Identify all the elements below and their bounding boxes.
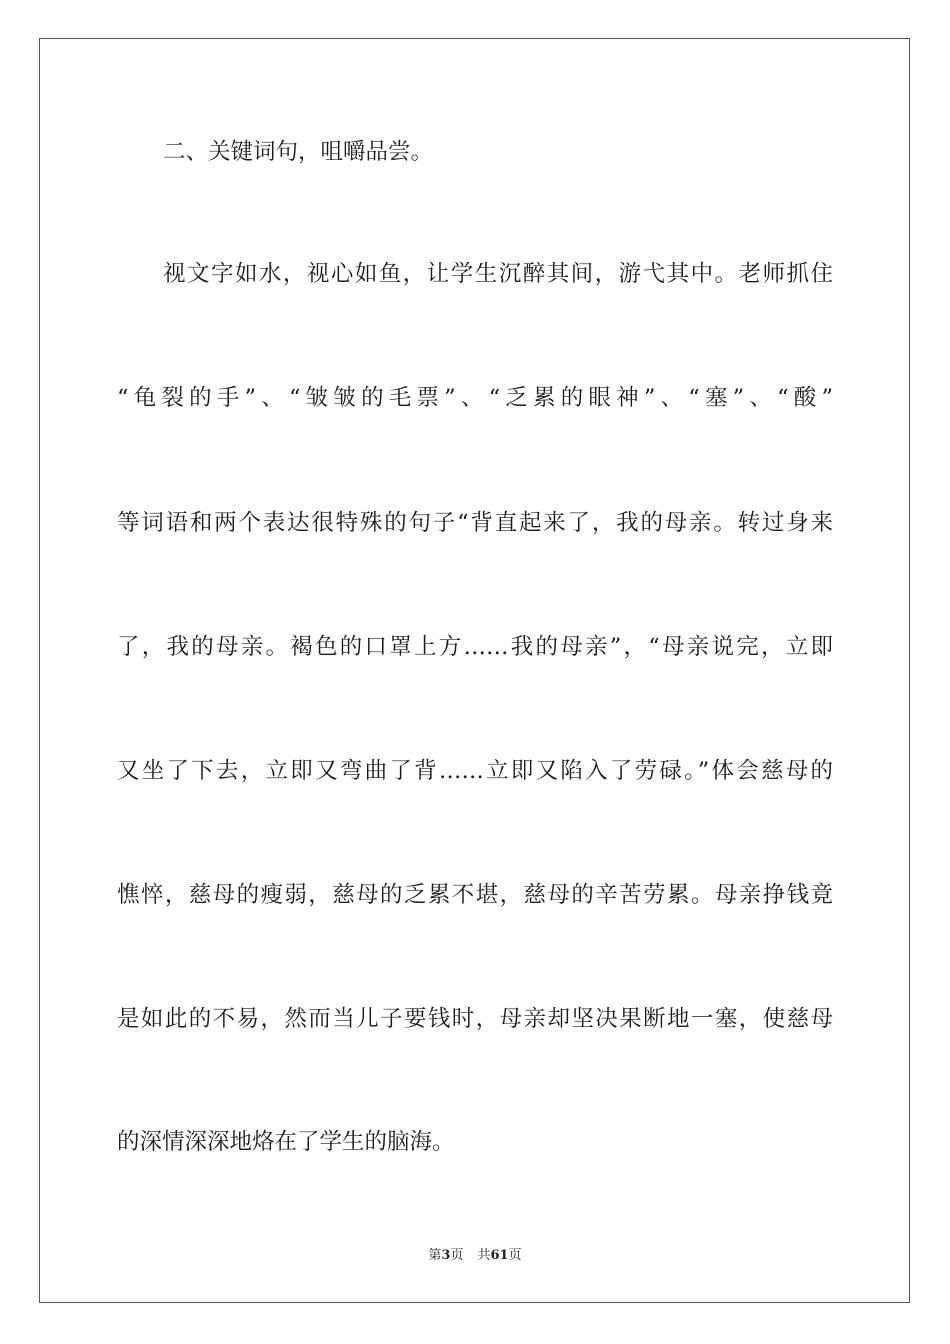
page-footer — [0, 1246, 950, 1266]
page-border — [39, 38, 910, 1303]
current-page-number: 3 — [441, 1248, 451, 1263]
paragraph-line: 憔悴，慈母的瘦弱，慈母的乏累不堪，慈母的辛苦劳累。母亲挣钱竟 — [117, 882, 833, 908]
page-suffix: 页 — [450, 1248, 464, 1263]
paragraph-line: “龟裂的手”、“皱皱的毛票”、“乏累的眼神”、“塞”、“酸” — [117, 385, 833, 411]
total-suffix: 页 — [508, 1248, 522, 1263]
paragraph-line: 了，我的母亲。褐色的口罩上方……我的母亲”，“母亲说完，立即 — [117, 634, 833, 660]
total-page-count: 61 — [490, 1248, 509, 1263]
paragraph-line: 的深情深深地烙在了学生的脑海。 — [117, 1129, 455, 1155]
paragraph-line: 视文字如水，视心如鱼，让学生沉醉其间，游弋其中。老师抓住 — [163, 261, 833, 287]
section-heading: 二、关键词句，咀嚼品尝。 — [163, 139, 434, 165]
paragraph-line: 又坐了下去，立即又弯曲了背……立即又陷入了劳碌。”体会慈母的 — [117, 758, 833, 784]
paragraph-line: 等词语和两个表达很特殊的句子“背直起来了，我的母亲。转过身来 — [117, 510, 833, 536]
total-prefix: 共 — [477, 1248, 491, 1263]
paragraph-line: 是如此的不易，然而当儿子要钱时，母亲却坚决果断地一塞，使慈母 — [117, 1006, 833, 1032]
page-prefix: 第 — [428, 1248, 442, 1263]
